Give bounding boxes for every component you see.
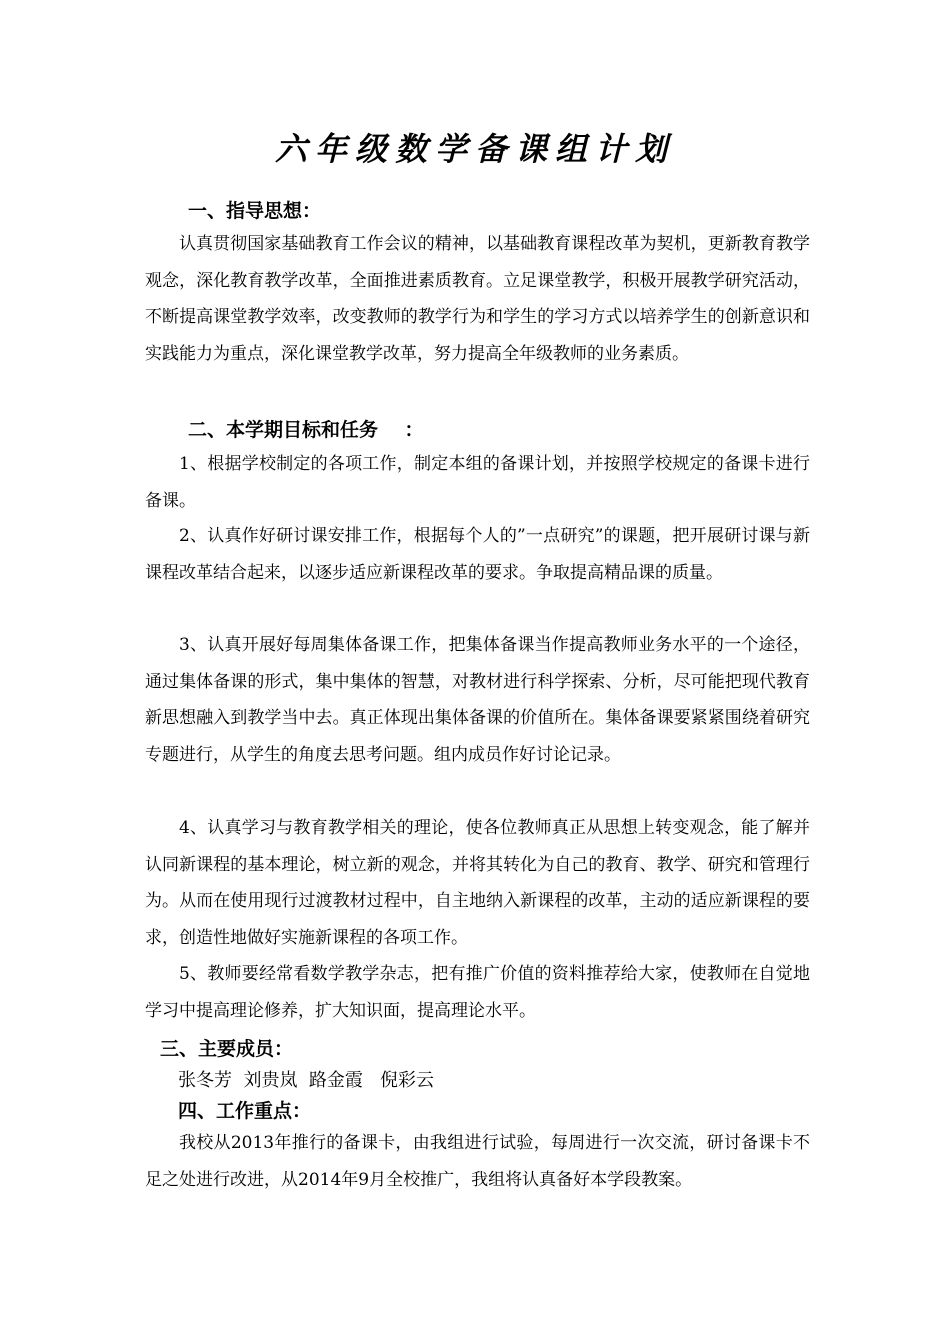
paragraph-task-3: 3、认真开展好每周集体备课工作，把集体备课当作提高教师业务水平的一个途径，通过集体备课的形式，集中集体的智慧，对教材进行科学探索、分析，尽可能把现代教育新思想融入到教学当中去。真正体现出集体备课的价值所在。集体备课要紧紧围绕着研究专题进行，从学生的角度去思考问题。组内成员作好讨论记录。 [145, 635, 810, 765]
section-heading-members: 三、主要成员： [160, 1038, 294, 1060]
paragraph-task-5: 5、教师要经常看数学教学杂志，把有推广价值的资料推荐给大家，使教师在自觉地学习中提高理论修养，扩大知识面，提高理论水平。 [145, 964, 810, 1021]
paragraph-guiding-ideology: 认真贯彻国家基础教育工作会议的精神，以基础教育课程改革为契机，更新教育教学观念，深化教育教学改革，全面推进素质教育。立足课堂教学，积极开展教学研究活动，不断提高课堂教学效率，改变教师的教学行为和学生的学习方式以培养学生的创新意识和实践能力为重点，深化课堂教学改革，努力提高全年级教师的业务素质。 [145, 234, 810, 364]
members-list: 张冬芳 刘贵岚 路金霞 倪彩云 [178, 1070, 435, 1091]
paragraph-work-focus: 我校从2013年推行的备课卡，由我组进行试验，每周进行一次交流，研讨备课卡不足之处进行改进，从2014年9月全校推广，我组将认真备好本学段教案。 [145, 1133, 810, 1190]
section-heading-guiding-ideology: 一、指导思想： [188, 200, 322, 222]
section-heading-goals-tasks: 二、本学期目标和任务 ： [188, 419, 424, 441]
document-title: 六年级数学备课组计划 [274, 130, 675, 168]
section-heading-work-focus: 四、工作重点： [178, 1100, 312, 1122]
paragraph-task-4: 4、认真学习与教育教学相关的理论，使各位教师真正从思想上转变观念，能了解并认同新课程的基本理论，树立新的观念，并将其转化为自己的教育、教学、研究和管理行为。从而在使用现行过渡教材过程中，自主地纳入新课程的改革，主动的适应新课程的要求，创造性地做好实施新课程的各项工作。 [145, 818, 810, 948]
paragraph-task-2: 2、认真作好研讨课安排工作，根据每个人的”一点研究”的课题，把开展研讨课与新课程改革结合起来，以逐步适应新课程改革的要求。争取提高精品课的质量。 [145, 526, 810, 583]
paragraph-task-1: 1、根据学校制定的各项工作，制定本组的备课计划，并按照学校规定的备课卡进行备课。 [145, 454, 810, 511]
